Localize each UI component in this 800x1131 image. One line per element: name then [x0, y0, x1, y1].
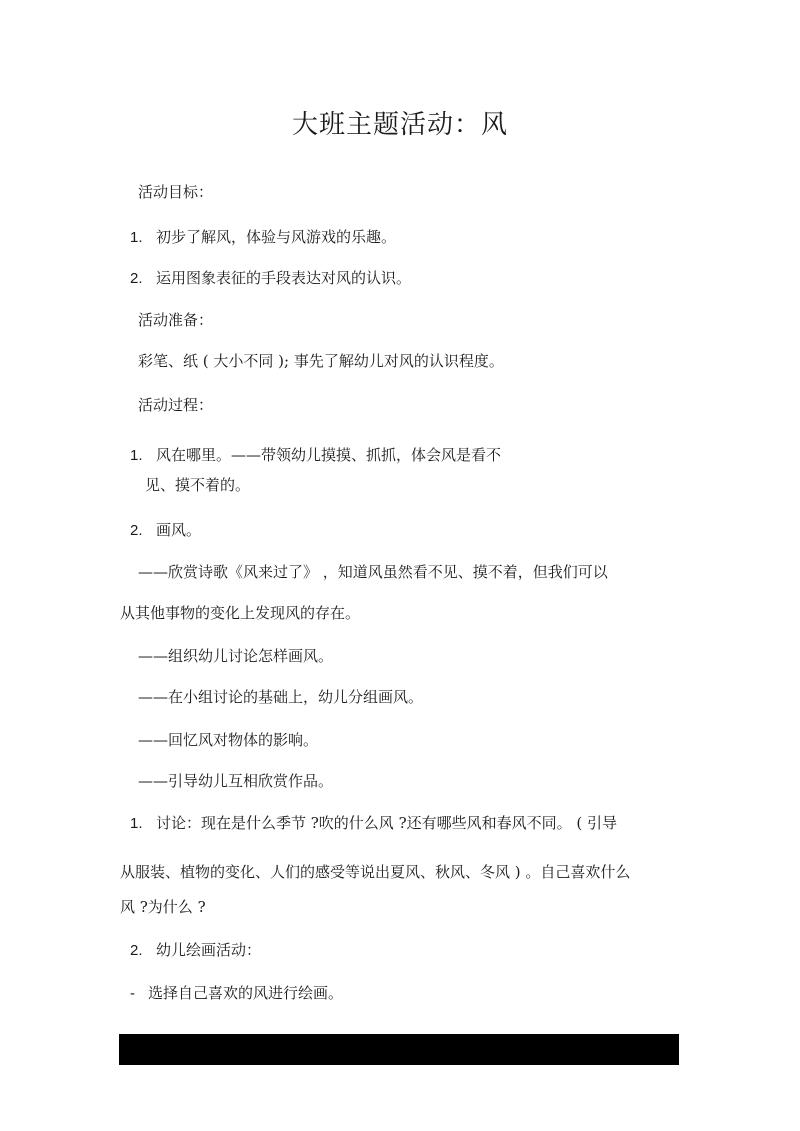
bullet-5: ——引导幼儿互相欣赏作品。 — [138, 772, 334, 790]
prep-text: 彩笔、纸 ( 大小不同 ); 事先了解幼儿对风的认识程度。 — [138, 352, 504, 370]
discussion-item — [130, 813, 617, 834]
bullet-4: ——回忆风对物体的影响。 — [138, 731, 319, 749]
page-title: 大班主题活动：风 — [291, 110, 508, 140]
discussion-text: 讨论：现在是什么季节 ?吹的什么风 ?还有哪些风和春风不同。 ( 引导 — [156, 814, 618, 832]
drawing-text: 幼儿绘画活动： — [156, 941, 262, 959]
list-number: 1. — [130, 447, 143, 464]
bullet-1: ——欣赏诗歌《风来过了》 ，知道风虽然看不见、摸不着，但我们可以 — [138, 563, 608, 581]
prep-heading: 活动准备： — [138, 311, 214, 329]
dash-marker: - — [130, 985, 135, 1002]
list-number: 2. — [130, 522, 143, 539]
drawing-item — [130, 940, 261, 961]
step-2 — [130, 520, 201, 541]
redaction-bar — [119, 1034, 679, 1065]
goal-item-2 — [130, 268, 411, 289]
step-1 — [130, 445, 501, 466]
list-number: 1. — [130, 229, 143, 246]
bullet-2: ——组织幼儿讨论怎样画风。 — [138, 647, 334, 665]
list-number: 1. — [130, 815, 143, 832]
step-1-continued: 见、摸不着的。 — [145, 476, 251, 494]
goals-heading: 活动目标： — [138, 183, 214, 201]
step-text: 画风。 — [156, 521, 202, 539]
goal-text: 初步了解风，体验与风游戏的乐趣。 — [156, 228, 397, 246]
goal-item-1 — [130, 227, 396, 248]
bullet-1-continued: 从其他事物的变化上发现风的存在。 — [120, 604, 361, 622]
list-number: 2. — [130, 942, 143, 959]
step-text: 风在哪里。——带领幼儿摸摸、抓抓，体会风是看不 — [156, 446, 502, 464]
choose-text: 选择自己喜欢的风进行绘画。 — [148, 984, 344, 1002]
discussion-continued-2: 风 ?为什么 ? — [120, 898, 206, 916]
goal-text: 运用图象表征的手段表达对风的认识。 — [156, 269, 412, 287]
discussion-continued-1: 从服装、植物的变化、人们的感受等说出夏风、秋风、冬风 ) 。自己喜欢什么 — [120, 863, 631, 881]
process-heading: 活动过程： — [138, 396, 214, 414]
list-number: 2. — [130, 270, 143, 287]
bullet-3: ——在小组讨论的基础上，幼儿分组画风。 — [138, 688, 424, 706]
choose-item — [130, 983, 343, 1004]
